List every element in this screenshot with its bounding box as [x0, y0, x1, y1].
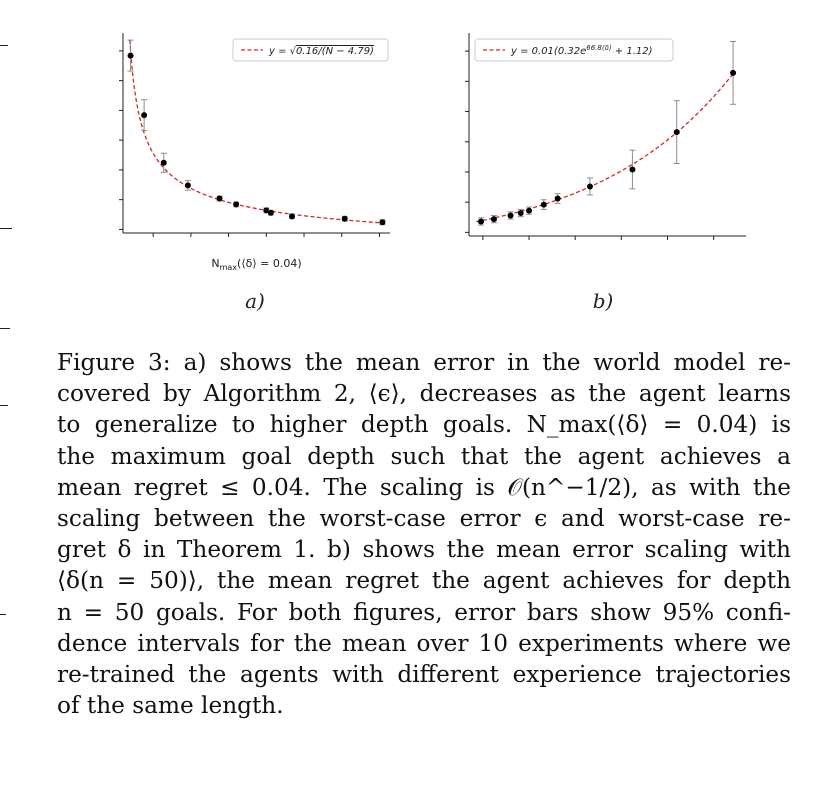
caption-line: mean regret ≤ 0.04. The scaling is 𝒪(n^−1/2), as with the — [57, 473, 791, 501]
b-data-point — [526, 208, 532, 214]
b-data-point — [518, 210, 524, 216]
a-data-point — [233, 201, 239, 207]
caption-line: covered by Algorithm 2, ⟨ϵ⟩, decreases as the agent learns — [57, 380, 791, 408]
caption-line: re-trained the agents with different experience trajectories — [57, 661, 791, 689]
b-data-point — [674, 129, 680, 135]
panel-b-chart — [465, 33, 746, 240]
b-data-point — [587, 183, 593, 189]
a-x-axis-label: $N_{max}(⟨\delta⟩ = 0.04)$ — [211, 257, 302, 272]
caption-line: dence intervals for the mean over 10 experiments where we — [57, 629, 791, 657]
a-data-point — [141, 112, 147, 118]
panel-a-letter: a) — [245, 289, 265, 313]
caption-line: of the same length. — [57, 692, 284, 720]
panel-a-chart — [119, 33, 390, 272]
panel-b-letter: b) — [592, 289, 614, 313]
b-data-point — [555, 196, 561, 202]
caption-line: ⟨δ(n = 50)⟩, the mean regret the agent achieves for depth — [57, 567, 791, 595]
a-data-point — [161, 160, 167, 166]
b-data-point — [508, 212, 514, 218]
b-data-point — [629, 167, 635, 173]
a-data-point — [342, 216, 348, 222]
caption-line: the maximum goal depth such that the agent achieves a — [57, 442, 791, 470]
b-fit-curve — [476, 73, 734, 222]
a-data-point — [268, 210, 274, 216]
margin-mark — [0, 405, 8, 406]
b-data-point — [478, 219, 484, 225]
b-legend-label: $y = 0.01(0.32e^{66.8⟨\delta⟩} + 1.12)$ — [511, 44, 653, 57]
caption-line: Figure 3: a) shows the mean error in the world model re- — [57, 349, 791, 376]
figure-caption — [57, 347, 791, 721]
a-data-point — [217, 195, 223, 201]
a-data-point — [128, 53, 134, 59]
a-data-point — [379, 219, 385, 225]
a-legend-label: y = √0.16/(N − 4.79) — [269, 46, 374, 57]
b-data-point — [491, 216, 497, 222]
caption-line: to generalize to higher depth goals. N_max(⟨δ⟩ = 0.04) is — [57, 411, 791, 439]
margin-mark — [0, 614, 6, 615]
caption-line: scaling between the worst-case error ϵ and worst-case re- — [57, 505, 791, 533]
a-data-point — [185, 182, 191, 188]
a-data-point — [289, 213, 295, 219]
a-fit-curve — [130, 40, 383, 223]
caption-line: gret δ in Theorem 1. b) shows the mean error scaling with — [57, 536, 791, 564]
b-data-point — [730, 70, 736, 76]
b-data-point — [541, 202, 547, 208]
figure-3-charts — [0, 0, 821, 340]
caption-line: n = 50 goals. For both figures, error bars show 95% confi- — [57, 598, 791, 626]
